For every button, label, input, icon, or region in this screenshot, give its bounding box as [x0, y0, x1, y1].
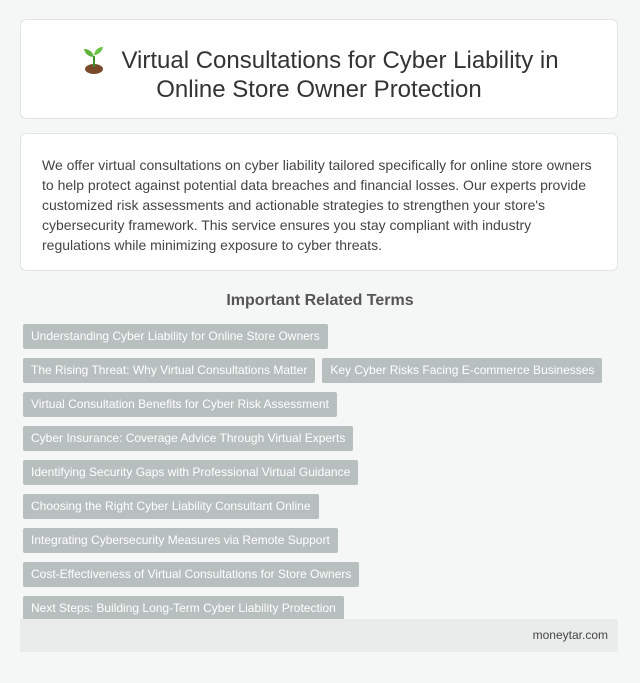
- related-term-tag[interactable]: Cyber Insurance: Coverage Advice Through Virtual Experts: [23, 426, 353, 451]
- seedling-icon: [79, 44, 109, 74]
- related-term-tag[interactable]: The Rising Threat: Why Virtual Consultations Matter: [23, 358, 315, 383]
- page-title: [21, 44, 617, 104]
- related-term-tag[interactable]: Cost-Effectiveness of Virtual Consultations for Store Owners: [23, 562, 359, 587]
- related-term-tag[interactable]: Key Cyber Risks Facing E-commerce Businesses: [322, 358, 602, 383]
- title-line-1: Virtual Consultations for Cyber Liability in: [121, 47, 559, 74]
- footer-bar: [20, 619, 618, 652]
- footer-site-link[interactable]: moneytar.com: [532, 628, 608, 642]
- related-term-tag[interactable]: Integrating Cybersecurity Measures via Remote Support: [23, 528, 338, 553]
- related-term-tag[interactable]: Virtual Consultation Benefits for Cyber Risk Assessment: [23, 392, 337, 417]
- related-term-tag[interactable]: Understanding Cyber Liability for Online Store Owners: [23, 324, 328, 349]
- title-line-2: Online Store Owner Protection: [156, 76, 482, 103]
- header-card: [20, 19, 618, 119]
- related-term-tag[interactable]: Choosing the Right Cyber Liability Consultant Online: [23, 494, 319, 519]
- related-terms-heading: Important Related Terms: [226, 292, 414, 309]
- related-terms-list: [23, 324, 618, 621]
- description-text: We offer virtual consultations on cyber liability tailored specifically for online store owners to help protect against potential data breaches and financial losses. Our experts provide customized risk assessments and actionable strategies to strengthen your store's cybersecurity framework. This service ensures you stay compliant with industry regulations while minimizing exposure to cyber threats.: [42, 157, 592, 253]
- related-term-tag[interactable]: Identifying Security Gaps with Professional Virtual Guidance: [23, 460, 358, 485]
- description-card: [20, 133, 618, 271]
- related-term-tag[interactable]: Next Steps: Building Long-Term Cyber Liability Protection: [23, 596, 344, 621]
